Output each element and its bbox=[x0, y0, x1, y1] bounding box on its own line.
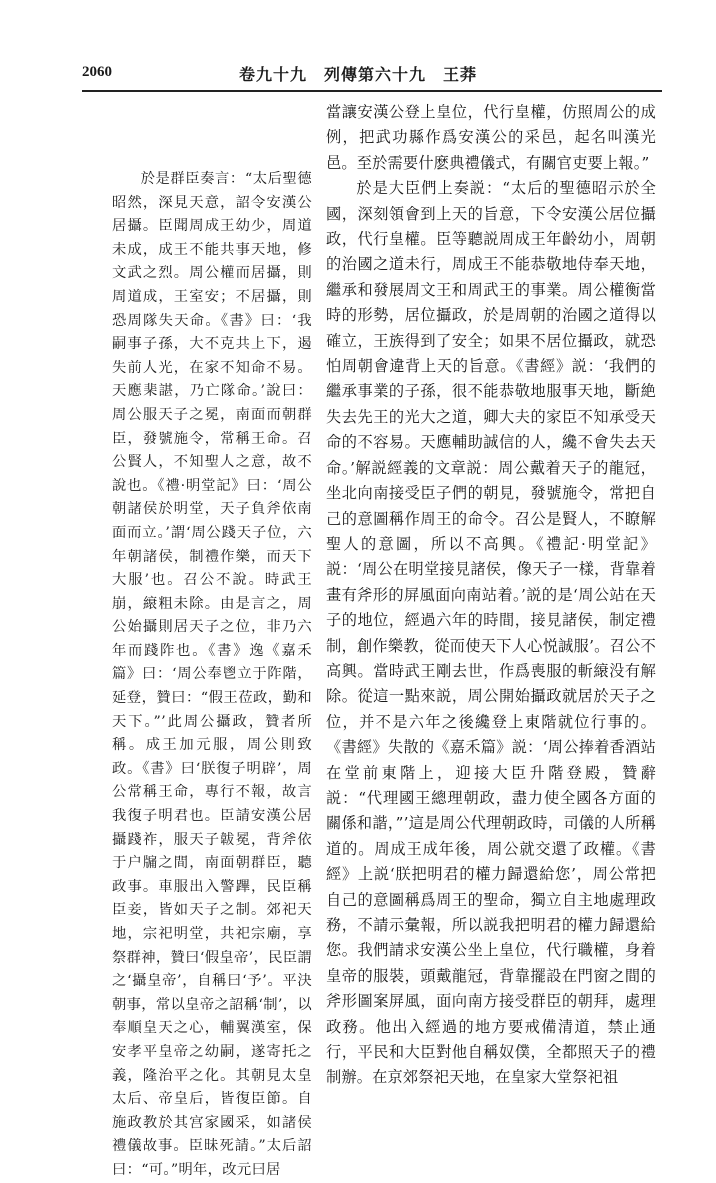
translation-paragraph: 於是大臣們上奏説：“太后的聖德昭示於全國，深刻領會到上天的旨意，下令安漢公居位攝政，代行皇權。臣等聽説周成王年齡幼小，周朝的治國之道未行，周成王不能恭敬地侍奉天地，繼承和發展周文王和周武王的事業。周公權衡當時的形勢，居位攝政，於是周朝的治國之道得以確立，王族得到了安全；如果不居位攝政，就恐怕周朝會違背上天的旨意。《書經》説：‘我們的繼承事業的子孫，很不能恭敬地服事天地，斷絶失去先王的光大之道，卿大夫的家臣不知承受天命的不容易。天應輔助誠信的人，纔不會失去天命。’解説經義的文章説：周公戴着天子的龍冠，坐北向南接受臣子們的朝見，發號施令，常把自己的意圖稱作周王的命令。召公是賢人，不瞭解聖人的意圖，所以不高興。《禮記·明堂記》説：‘周公在明堂接見諸侯，像天子一樣，背靠着畫有斧形的屏風面向南站着。’説的是‘周公站在天子的地位，經過六年的時間，接見諸侯，制定禮制，創作樂教，從而使天下人心悦誠服’。召公不高興。當時武王剛去世，作爲喪服的斬縗没有解除。從這一點來説，周公開始攝政就居於天子之位，并不是六年之後纔登上東階就位行事的。《書經》失散的《嘉禾篇》説：‘周公捧着香酒站在堂前東階上，迎接大臣升階登殿，贊辭説：“代理國王總理朝政，盡力使全國各方面的關係和諧，”’這是周公代理朝政時，司儀的人所稱道的。周成王成年後，周公就交還了政權。《書經》上説‘朕把明君的權力歸還給您’，周公常把自己的意圖稱爲周王的聖命，獨立自主地處理政務，不請示彙報，所以説我把明君的權力歸還給您。我們請求安漢公坐上皇位，代行職權，身着皇帝的服裝，頭戴龍冠，背靠擺設在門窗之間的斧形圖案屏風，面向南方接受群臣的朝拜，處理政務。他出入經過的地方要戒備清道，禁止通行，平民和大臣對他自稱奴僕，全都照天子的禮制辦。在京郊祭祀天地，在皇家大堂祭祀祖 bbox=[326, 179, 656, 1087]
original-text-column bbox=[112, 168, 312, 1183]
header-rule bbox=[82, 90, 662, 92]
original-text-paragraph: 於是群臣奏言：“太后聖德昭然，深見天意，詔令安漢公居攝。臣聞周成王幼少，周道未成，成王不能共事天地，修文武之烈。周公權而居攝，則周道成，王室安；不居攝，則恐周隊失天命。《書》曰：‘我嗣事子孫，大不克共上下，遏失前人光，在家不知命不易。天應棐諶，乃亡隊命。’說曰：周公服天子之冕，南面而朝群臣，發號施令，常稱王命。召公賢人，不知聖人之意，故不說也。《禮·明堂記》曰：‘周公朝諸侯於明堂，天子負斧依南面而立。’謂‘周公踐天子位，六年朝諸侯，制禮作樂，而天下大服’也。召公不說。時武王崩，縗粗未除。由是言之，周公始攝則居天子之位，非乃六年而踐阼也。《書》逸《嘉禾篇》曰：‘周公奉鬯立于阼階，延登，贊曰：“假王莅政，勤和天下。”’此周公攝政，贊者所稱。成王加元服，周公則致政。《書》曰‘朕復子明辟’，周公常稱王命，專行不報，故言我復子明君也。臣請安漢公居攝踐祚，服天子韍冕，背斧依于户牖之間，南面朝群臣，聽政事。車服出入警蹕，民臣稱臣妾，皆如天子之制。郊祀天地，宗祀明堂，共祀宗廟，享祭群神，贊曰‘假皇帝’，民臣謂之‘攝皇帝’，自稱曰‘予’。平決朝事，常以皇帝之詔稱‘制’，以奉順皇天之心，輔翼漢室，保安孝平皇帝之幼嗣，遂寄托之義，隆治平之化。其朝見太皇太后、帝皇后，皆復臣節。自施政教於其宫家國采，如諸侯禮儀故事。臣昧死請。”太后詔曰：“可。”明年，改元曰居 bbox=[112, 171, 312, 1178]
translation-column bbox=[326, 100, 656, 1091]
page-header bbox=[0, 58, 716, 94]
translation-continuation: 當讓安漢公登上皇位，代行皇權，仿照周公的成例，把武功縣作爲安漢公的采邑，起名叫漢光邑。至於需要什麽典禮儀式，有關官吏要上報。” bbox=[326, 103, 656, 172]
page-number: 2060 bbox=[82, 64, 112, 80]
running-head: 卷九十九 列傳第六十九 王莽 bbox=[238, 65, 477, 84]
